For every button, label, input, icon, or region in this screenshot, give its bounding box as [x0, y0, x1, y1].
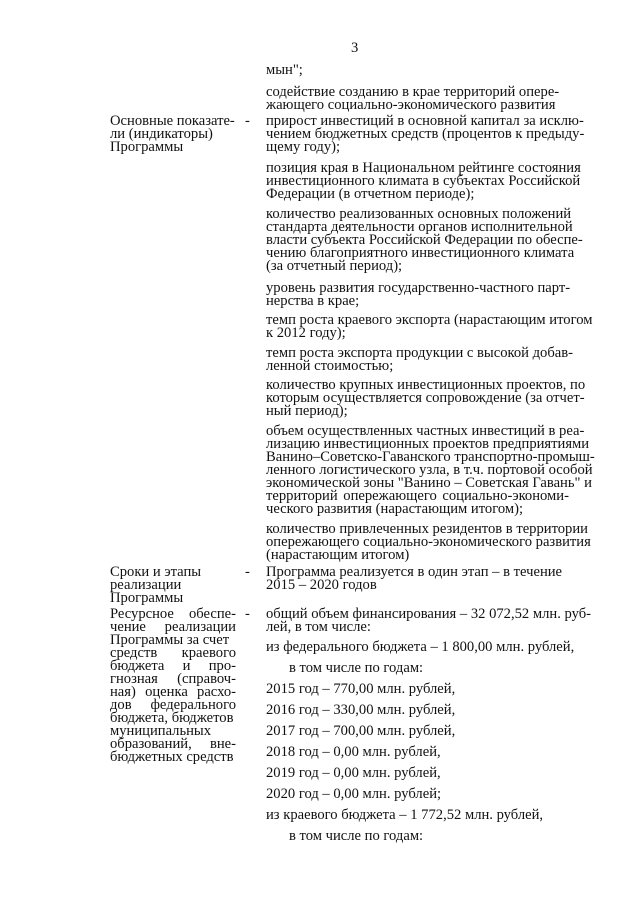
indicator-line: (за отчетный период);	[266, 258, 403, 274]
section-label-resources: бюджета, бюджетов	[110, 710, 234, 726]
indicator-line: экономической зоны "Ванино – Советская Гавань" и	[266, 475, 592, 491]
funding-year-line: 2016 год – 330,00 млн. рублей,	[266, 702, 456, 718]
section-label-resources: бюджета и про-	[110, 658, 236, 674]
indicator-line: ленной стоимостью;	[266, 358, 394, 374]
continuation-line: содействие созданию в крае территорий опере-	[266, 84, 560, 100]
dash-separator: -	[245, 606, 250, 622]
funding-line: в том числе по годам:	[289, 660, 424, 676]
funding-line: общий объем финансирования – 32 072,52 млн. руб-	[266, 606, 591, 622]
indicator-line: позиция края в Национальном рейтинге состояния	[266, 160, 581, 176]
timing-line: 2015 – 2020 годов	[266, 577, 377, 593]
continuation-line: мын";	[266, 62, 303, 78]
funding-line: в том числе по годам:	[289, 828, 424, 844]
section-label-resources: средств краевого	[110, 645, 236, 661]
funding-year-line: 2018 год – 0,00 млн. рублей,	[266, 744, 441, 760]
dash-separator: -	[245, 113, 250, 129]
indicator-line: количество крупных инвестиционных проектов, по	[266, 377, 586, 393]
section-label-timing: Сроки и этапы	[110, 564, 202, 580]
section-label-resources: Программы за счет	[110, 632, 230, 648]
section-label-timing: реализации	[110, 577, 182, 593]
section-label-indicators: Основные показате-	[110, 113, 235, 129]
indicator-line: ленного логистического узла, в т.ч. портовой особой	[266, 462, 593, 478]
indicator-line: Федерации (в отчетном периоде);	[266, 186, 475, 202]
indicator-line: опережающего социально-экономического развития	[266, 534, 591, 550]
indicator-line: темп роста экспорта продукции с высокой добав-	[266, 345, 573, 361]
indicator-line: Ванино–Советско-Гаванского транспортно-промыш-	[266, 449, 595, 465]
section-label-resources: бюджетных средств	[110, 749, 234, 765]
indicator-line: территорий опережающего социально-экономи-	[266, 488, 569, 504]
indicator-line: ческого развития (нарастающим итогом);	[266, 501, 524, 517]
indicator-line: количество реализованных основных положений	[266, 206, 572, 222]
indicator-line: темп роста краевого экспорта (нарастающим итогом	[266, 312, 593, 328]
indicator-line: к 2012 году);	[266, 325, 346, 341]
indicator-line: ный период);	[266, 403, 348, 419]
section-label-resources: гнозная (справоч-	[110, 671, 236, 687]
section-label-resources: Ресурсное обеспе-	[110, 606, 236, 622]
indicator-line: стандарта деятельности органов исполнительной	[266, 219, 573, 235]
section-label-resources: образований, вне-	[110, 736, 236, 752]
funding-year-line: 2017 год – 700,00 млн. рублей,	[266, 723, 456, 739]
indicator-line: (нарастающим итогом)	[266, 547, 410, 563]
section-label-timing: Программы	[110, 590, 184, 606]
indicator-line: которым осуществляется сопровождение (за отчет-	[266, 390, 585, 406]
section-label-resources: дов федерального	[110, 697, 236, 713]
funding-line: из федерального бюджета – 1 800,00 млн. рублей,	[266, 639, 575, 655]
indicator-line: чению благоприятного инвестиционного климата	[266, 245, 575, 261]
indicator-line: объем осуществленных частных инвестиций в реа-	[266, 423, 585, 439]
section-label-resources: муниципальных	[110, 723, 212, 739]
funding-line: из краевого бюджета – 1 772,52 млн. рублей,	[266, 807, 544, 823]
funding-line: лей, в том числе:	[266, 619, 371, 635]
indicator-line: лизацию инвестиционных проектов предприятиями	[266, 436, 590, 452]
indicator-line: прирост инвестиций в основной капитал за исклю-	[266, 113, 584, 129]
section-label-indicators: ли (индикаторы)	[110, 126, 213, 142]
indicator-line: нерства в крае;	[266, 293, 360, 309]
indicator-line: чением бюджетных средств (процентов к предыду-	[266, 126, 585, 142]
funding-year-line: 2015 год – 770,00 млн. рублей,	[266, 681, 456, 697]
section-label-indicators: Программы	[110, 139, 184, 155]
indicator-line: щему году);	[266, 139, 341, 155]
dash-separator: -	[245, 564, 250, 580]
section-label-resources: ная) оценка расхо-	[110, 684, 236, 700]
timing-line: Программа реализуется в один этап – в течение	[266, 564, 563, 580]
indicator-line: инвестиционного климата в субъектах Российской	[266, 173, 581, 189]
funding-year-line: 2020 год – 0,00 млн. рублей;	[266, 786, 442, 802]
funding-year-line: 2019 год – 0,00 млн. рублей,	[266, 765, 441, 781]
indicator-line: власти субъекта Российской Федерации по обеспе-	[266, 232, 583, 248]
indicator-line: уровень развития государственно-частного парт-	[266, 280, 571, 296]
page-number: 3	[351, 40, 359, 56]
section-label-resources: чение реализации	[110, 619, 236, 635]
continuation-line: жающего социально-экономического развития	[266, 97, 556, 113]
indicator-line: количество привлеченных резидентов в территории	[266, 521, 588, 537]
